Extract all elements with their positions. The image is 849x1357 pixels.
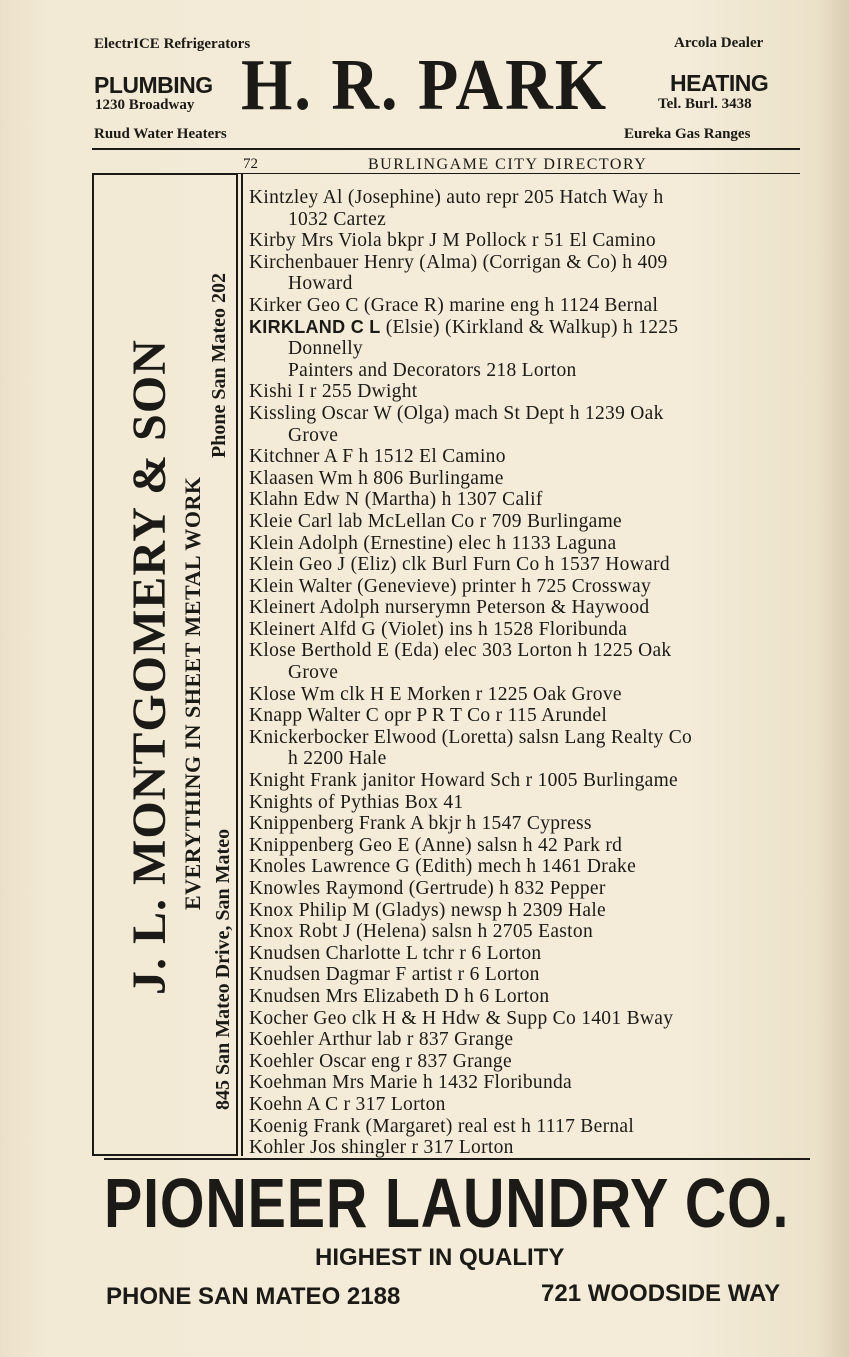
entry-rest: (Elsie) (Kirkland & Walkup) h 1225 — [380, 316, 679, 338]
header-rule — [92, 148, 800, 150]
directory-entry: Koenig Frank (Margaret) real est h 1117 Bernal — [249, 1115, 635, 1137]
directory-entry — [249, 317, 814, 339]
directory-entry: Painters and Decorators 218 Lorton — [288, 359, 577, 381]
side-ad-name: J. L. MONTGOMERY & SON — [123, 339, 176, 995]
directory-entry: Klein Adolph (Ernestine) elec h 1133 Laguna — [249, 532, 617, 554]
page-number: 72 — [243, 156, 258, 172]
side-ad-slogan: EVERYTHING IN SHEET METAL WORK — [180, 476, 205, 910]
column-divider — [241, 173, 243, 1156]
directory-entry: Kleinert Adolph nurserymn Peterson & Haywood — [249, 597, 650, 619]
directory-entry: Kitchner A F h 1512 El Camino — [249, 446, 506, 468]
header-left-address: 1230 Broadway — [95, 97, 195, 113]
directory-entry: Knox Robt J (Helena) salsn h 2705 Easton — [249, 921, 593, 943]
directory-entry: Koehler Arthur lab r 837 Grange — [249, 1029, 514, 1051]
directory-entry: Knights of Pythias Box 41 — [249, 791, 464, 813]
header-bottom-right: Eureka Gas Ranges — [624, 126, 751, 142]
directory-entry: Knippenberg Frank A bkjr h 1547 Cypress — [249, 813, 592, 835]
header-bottom-left: Ruud Water Heaters — [94, 126, 227, 142]
directory-entry: Donnelly — [288, 338, 363, 360]
directory-entry: Knoles Lawrence G (Edith) mech h 1461 Drake — [249, 856, 637, 878]
directory-entry: Koehman Mrs Marie h 1432 Floribunda — [249, 1072, 572, 1094]
directory-entry: Knudsen Mrs Elizabeth D h 6 Lorton — [249, 985, 550, 1007]
directory-entry: Grove — [288, 424, 339, 446]
footer-slogan: HIGHEST IN QUALITY — [315, 1244, 565, 1271]
footer-address: 721 WOODSIDE WAY — [541, 1280, 781, 1307]
entry-bold-name: KIRKLAND C L — [249, 316, 381, 337]
header-top-right: Arcola Dealer — [674, 35, 764, 51]
directory-entry: Knox Philip M (Gladys) newsp h 2309 Hale — [249, 899, 607, 921]
directory-entry: Knudsen Dagmar F artist r 6 Lorton — [249, 964, 540, 986]
directory-entry: Klahn Edw N (Martha) h 1307 Calif — [249, 489, 543, 511]
directory-entry: Kocher Geo clk H & H Hdw & Supp Co 1401 Bway — [249, 1007, 674, 1029]
footer-business-name: PIONEER LAUNDRY CO. — [104, 1164, 790, 1242]
directory-entry: Kirchenbauer Henry (Alma) (Corrigan & Co) h 409 — [249, 251, 668, 273]
footer-rule — [104, 1158, 810, 1160]
directory-entry: Kirker Geo C (Grace R) marine eng h 1124 Bernal — [249, 294, 659, 316]
header-business-name: H. R. PARK — [241, 45, 609, 126]
directory-entry: Knickerbocker Elwood (Loretta) salsn Lang Realty Co — [249, 726, 693, 748]
directory-entry: Kissling Oscar W (Olga) mach St Dept h 1239 Oak — [249, 402, 664, 424]
directory-entry: Kleie Carl lab McLellan Co r 709 Burlingame — [249, 510, 623, 532]
header-left-trade: PLUMBING — [94, 72, 213, 98]
directory-entry: Knippenberg Geo E (Anne) salsn h 42 Park rd — [249, 834, 623, 856]
directory-entry: Kleinert Alfd G (Violet) ins h 1528 Floribunda — [249, 618, 628, 640]
directory-entry: Klein Walter (Genevieve) printer h 725 Crossway — [249, 575, 652, 597]
header-right-trade: HEATING — [670, 70, 769, 96]
running-head-title: BURLINGAME CITY DIRECTORY — [368, 156, 648, 173]
directory-entry: Knight Frank janitor Howard Sch r 1005 Burlingame — [249, 770, 679, 792]
directory-entry: Koehler Oscar eng r 837 Grange — [249, 1050, 512, 1072]
directory-entry: Klose Wm clk H E Morken r 1225 Oak Grove — [249, 683, 622, 705]
directory-entry: Knudsen Charlotte L tchr r 6 Lorton — [249, 942, 542, 964]
header-top-left: ElectrICE Refrigerators — [94, 36, 251, 52]
directory-entry: Howard — [288, 273, 353, 295]
directory-entry: Klein Geo J (Eliz) clk Burl Furn Co h 1537 Howard — [249, 554, 670, 576]
header-right-phone: Tel. Burl. 3438 — [658, 96, 752, 112]
footer-phone: PHONE SAN MATEO 2188 — [106, 1283, 401, 1310]
directory-entry: Knowles Raymond (Gertrude) h 832 Pepper — [249, 878, 606, 899]
directory-entry: Kirby Mrs Viola bkpr J M Pollock r 51 El Camino — [249, 230, 656, 252]
directory-entry: Knapp Walter C opr P R T Co r 115 Arundel — [249, 705, 608, 727]
side-ad-address: 845 San Mateo Drive, San Mateo — [212, 828, 234, 1110]
directory-entry: Koehn A C r 317 Lorton — [249, 1093, 446, 1115]
directory-entry: h 2200 Hale — [288, 748, 387, 770]
directory-entry: Kintzley Al (Josephine) auto repr 205 Hatch Way h — [249, 187, 664, 208]
directory-entry: Grove — [288, 662, 339, 684]
side-ad-phone: Phone San Mateo 202 — [208, 273, 230, 458]
directory-entry: Klose Berthold E (Eda) elec 303 Lorton h 1225 Oak — [249, 640, 672, 662]
directory-listing — [249, 187, 814, 1159]
directory-entry: Klaasen Wm h 806 Burlingame — [249, 467, 504, 489]
directory-entry: Kishi I r 255 Dwight — [249, 381, 418, 403]
directory-entry: Kohler Jos shingler r 317 Lorton — [249, 1137, 514, 1159]
directory-entry: 1032 Cartez — [288, 208, 387, 230]
